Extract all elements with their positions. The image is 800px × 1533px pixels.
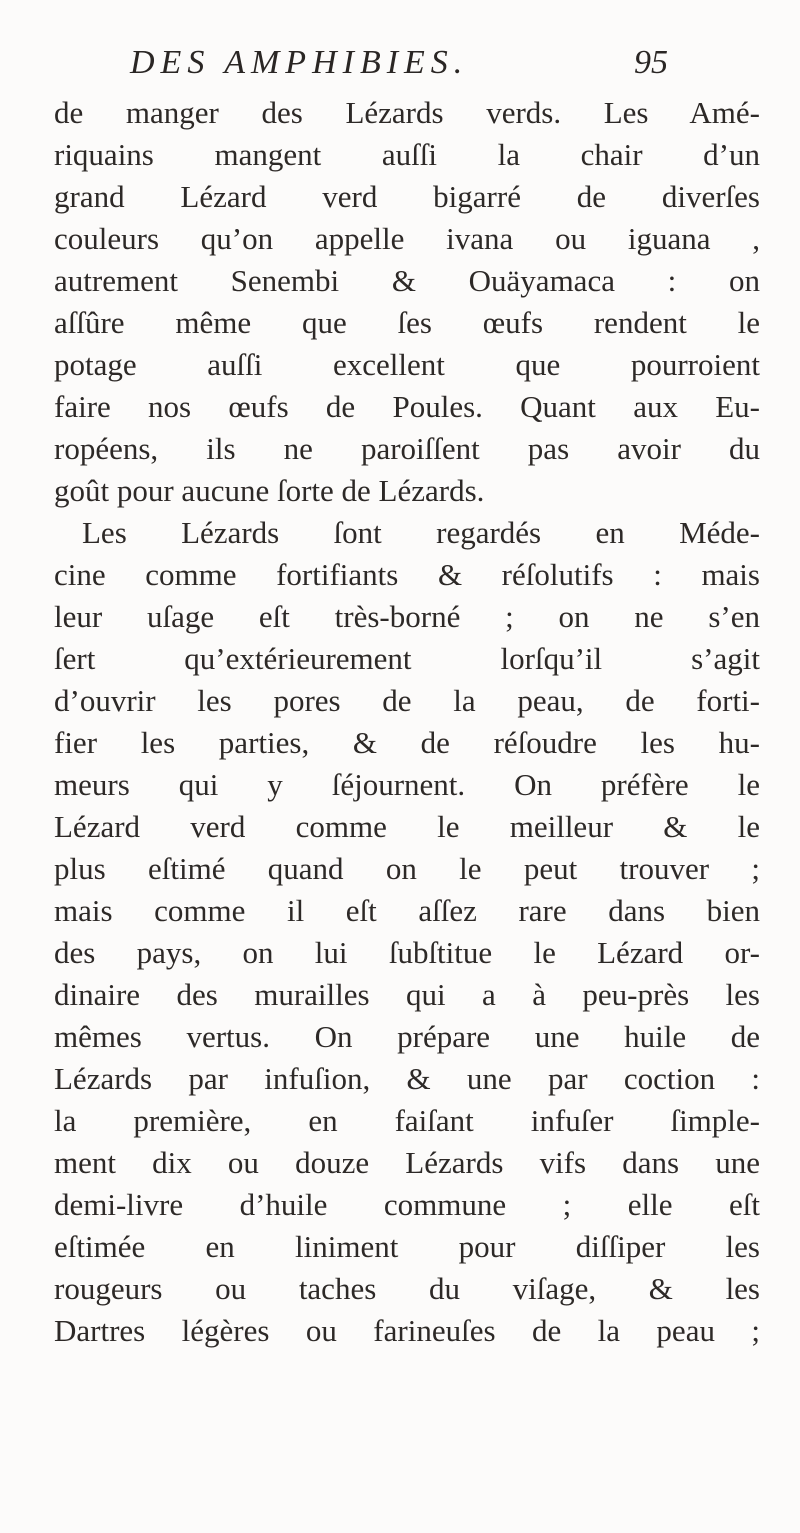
text-line: des pays, on lui ſubſtitue le Lézard or- — [54, 935, 760, 970]
text-line: goût pour aucune ſorte de Lézards. — [54, 473, 485, 508]
text-line: plus eſtimé quand on le peut trouver ; — [54, 851, 760, 886]
text-line: grand Lézard verd bigarré de diverſes — [54, 179, 760, 214]
page-number: 95 — [634, 44, 668, 81]
text-line: eſtimée en liniment pour diſſiper les — [54, 1229, 760, 1264]
text-line: fier les parties, & de réſoudre les hu- — [54, 725, 760, 760]
text-line: riquains mangent auſſi la chair d’un — [54, 137, 760, 172]
text-line: rougeurs ou taches du viſage, & les — [54, 1271, 760, 1306]
text-line: couleurs qu’on appelle ivana ou iguana , — [54, 221, 760, 256]
text-line: meurs qui y ſéjournent. On préfère le — [54, 767, 760, 802]
text-line: de manger des Lézards verds. Les Amé- — [54, 95, 760, 130]
text-line: potage auſſi excellent que pourroient — [54, 347, 760, 382]
text-line: ropéens, ils ne paroiſſent pas avoir du — [54, 431, 760, 466]
text-line: ment dix ou douze Lézards vifs dans une — [54, 1145, 760, 1180]
text-line: Lézard verd comme le meilleur & le — [54, 809, 760, 844]
text-line: dinaire des murailles qui a à peu-près les — [54, 977, 760, 1012]
text-line: Dartres légères ou farineuſes de la peau ; — [54, 1313, 760, 1348]
text-line: demi-livre d’huile commune ; elle eſt — [54, 1187, 760, 1222]
running-head — [130, 44, 690, 92]
body-text — [54, 92, 760, 1352]
text-line: cine comme fortifiants & réſolutifs : mais — [54, 557, 760, 592]
text-line: ſert qu’extérieurement lorſqu’il s’agit — [54, 641, 760, 676]
text-line: d’ouvrir les pores de la peau, de forti- — [54, 683, 760, 718]
text-line: mais comme il eſt aſſez rare dans bien — [54, 893, 760, 928]
text-line: faire nos œufs de Poules. Quant aux Eu- — [54, 389, 760, 424]
running-title: DES AMPHIBIES. — [130, 44, 469, 81]
text-line: mêmes vertus. On prépare une huile de — [54, 1019, 760, 1054]
text-line: Lézards par infuſion, & une par coction : — [54, 1061, 760, 1096]
text-line: Les Lézards ſont regardés en Méde- — [82, 515, 760, 550]
text-line: aſſûre même que ſes œufs rendent le — [54, 305, 760, 340]
text-line: la première, en faiſant infuſer ſimple- — [54, 1103, 760, 1138]
text-line: leur uſage eſt très-borné ; on ne s’en — [54, 599, 760, 634]
text-line: autrement Senembi & Ouäyamaca : on — [54, 263, 760, 298]
